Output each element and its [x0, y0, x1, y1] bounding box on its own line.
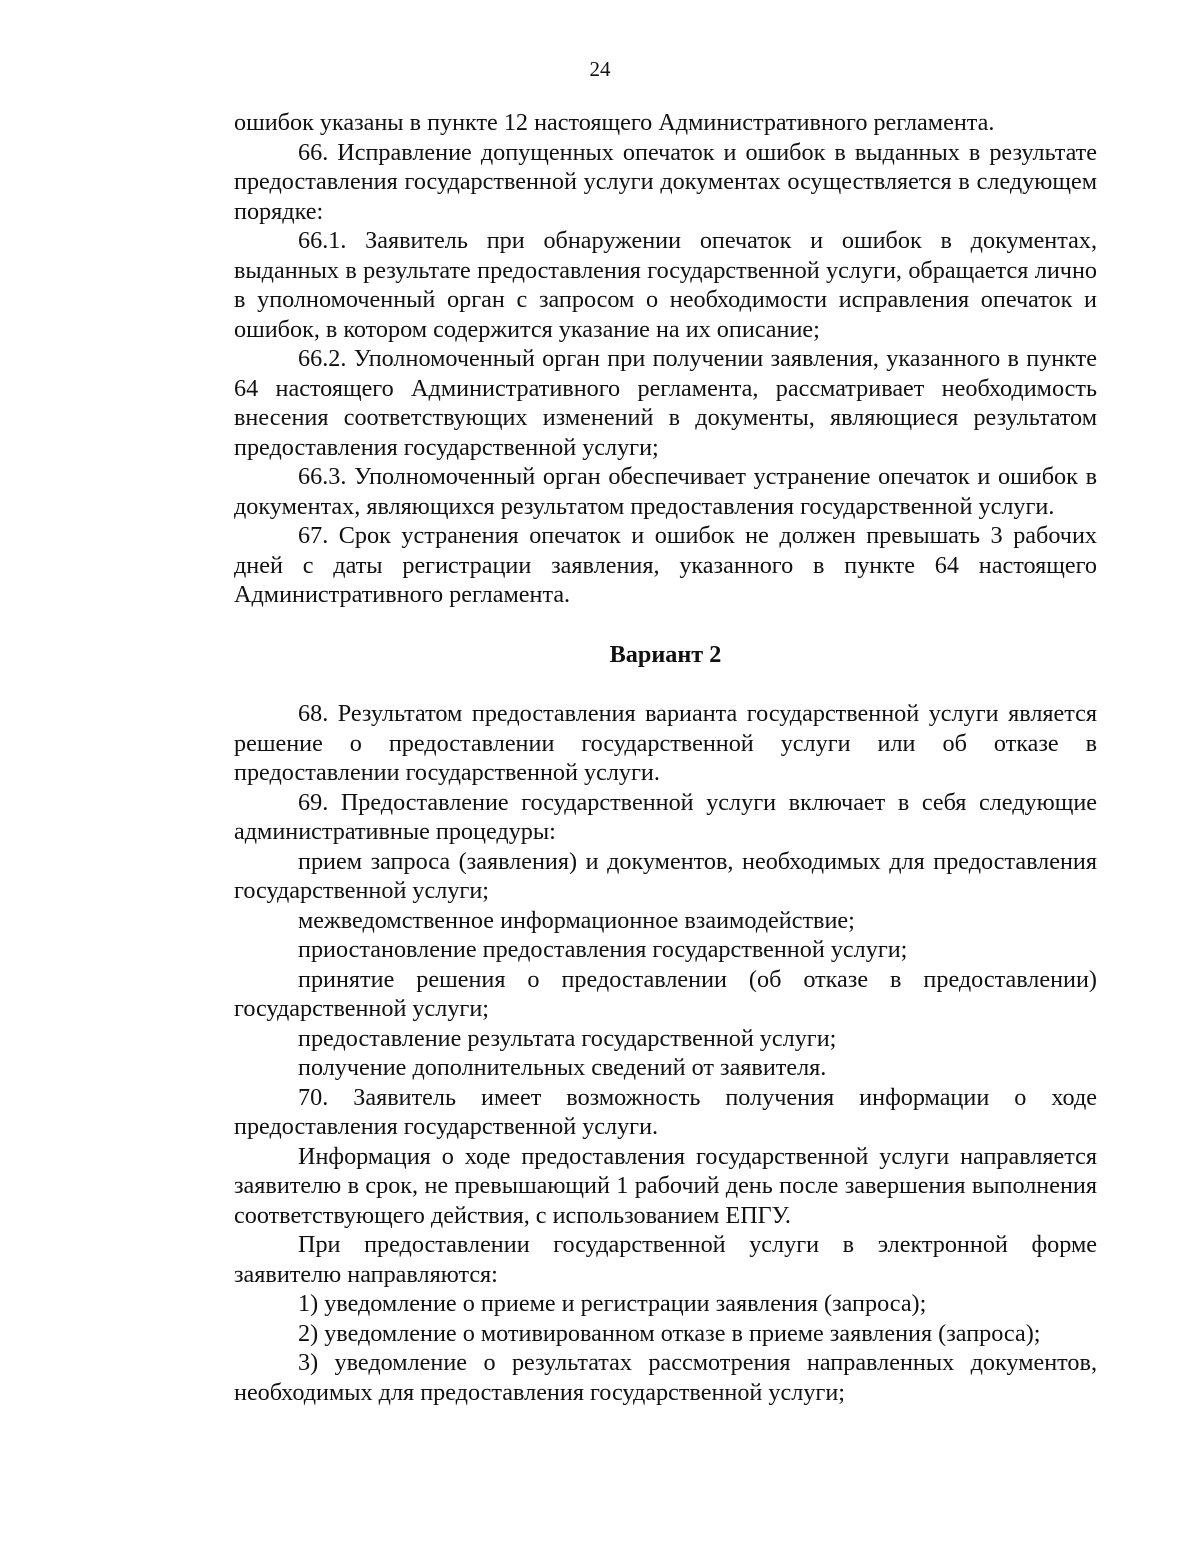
- paragraph-66: 66. Исправление допущенных опечаток и ошибок в выданных в результате предоставления государственной услуги документах осуществляется в следующем порядке:: [234, 138, 1097, 225]
- paragraph-notifications: При предоставлении государственной услуги в электронной форме заявителю направляются:: [234, 1231, 1097, 1288]
- procedure-item: принятие решения о предоставлении (об отказе в предоставлении) государственной услуги;: [234, 965, 1097, 1022]
- paragraph-68: 68. Результатом предоставления варианта государственной услуги является решение о предоставлении государственной услуги или об отказе в предоставлении государственной услуги.: [234, 700, 1097, 786]
- notification-item: 1) уведомление о приеме и регистрации заявления (запроса);: [298, 1290, 927, 1317]
- paragraph-info: Информация о ходе предоставления государственной услуги направляется заявителю в срок, не превышающий 1 рабочий день после завершения выполнения соответствующего действия, с использованием ЕПГУ.: [234, 1142, 1097, 1229]
- paragraph-66-2: 66.2. Уполномоченный орган при получении заявления, указанного в пункте 64 настоящего Административного регламента, рассматривает необходимость внесения соответствующих изменений в документы, являющиеся результатом предоставления государственной услуги;: [234, 345, 1097, 461]
- procedure-item: предоставление результата государственной услуги;: [298, 1024, 837, 1052]
- procedure-item: приостановление предоставления государственной услуги;: [298, 936, 908, 963]
- document-body: [234, 108, 1097, 1407]
- section-heading: Вариант 2: [609, 640, 722, 668]
- procedure-item: межведомственное информационное взаимодействие;: [298, 906, 855, 934]
- paragraph-67: 67. Срок устранения опечаток и ошибок не должен превышать 3 рабочих дней с даты регистрации заявления, указанного в пункте 64 настоящего Административного регламента.: [234, 522, 1097, 608]
- procedure-item: прием запроса (заявления) и документов, необходимых для предоставления государственной услуги;: [234, 847, 1097, 904]
- notification-item: 2) уведомление о мотивированном отказе в приеме заявления (запроса);: [298, 1319, 1041, 1347]
- paragraph-70: 70. Заявитель имеет возможность получения информации о ходе предоставления государственной услуги.: [234, 1083, 1097, 1140]
- paragraph-continuation: ошибок указаны в пункте 12 настоящего Административного регламента.: [234, 109, 995, 136]
- notification-item: 3) уведомление о результатах рассмотрения направленных документов, необходимых для предоставления государственной услуги;: [234, 1349, 1097, 1406]
- procedure-item: получение дополнительных сведений от заявителя.: [298, 1054, 827, 1081]
- paragraph-66-1: 66.1. Заявитель при обнаружении опечаток и ошибок в документах, выданных в результате предоставления государственной услуги, обращается лично в уполномоченный орган с запросом о необходимости исправления опечаток и ошибок, в котором содержится указание на их описание;: [234, 227, 1097, 343]
- page-number: 24: [589, 57, 611, 81]
- paragraph-66-3: 66.3. Уполномоченный орган обеспечивает устранение опечаток и ошибок в документах, являющихся результатом предоставления государственной услуги.: [234, 463, 1097, 520]
- paragraph-69: 69. Предоставление государственной услуги включает в себя следующие административные процедуры:: [234, 788, 1097, 845]
